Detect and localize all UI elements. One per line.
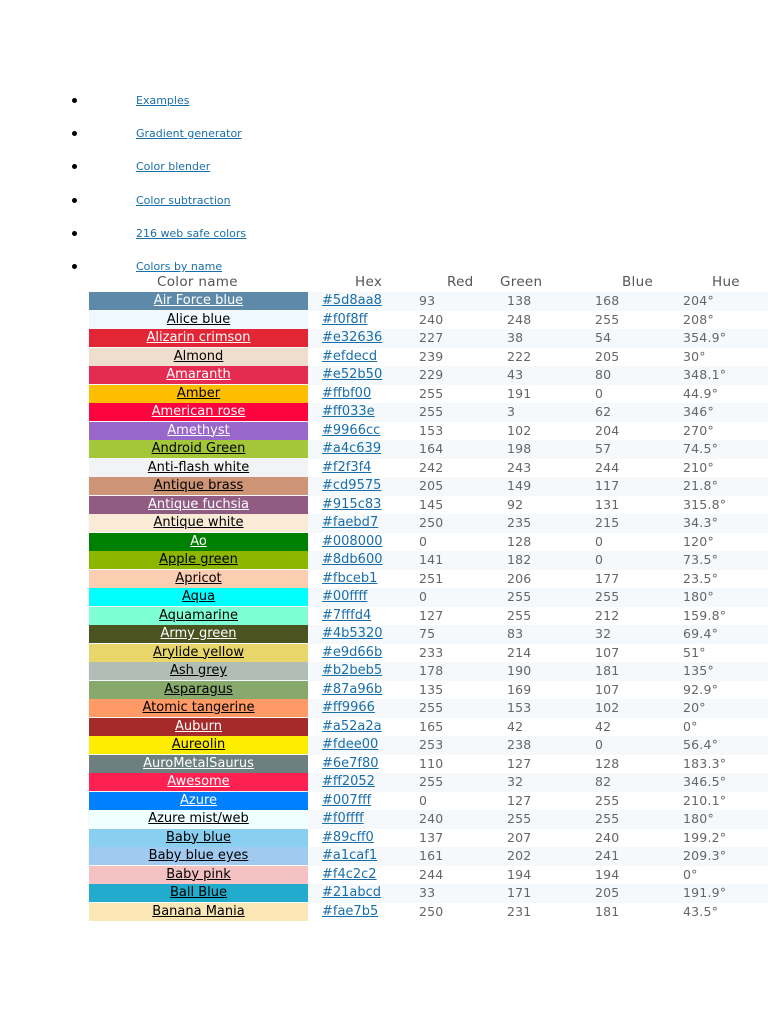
hex-link[interactable]: #f4c2c2 bbox=[322, 866, 377, 882]
hue-value: 354.9° bbox=[683, 330, 727, 345]
red-value: 205 bbox=[419, 478, 444, 493]
hex-link[interactable]: #f0ffff bbox=[322, 811, 364, 826]
color-name-link[interactable]: Amethyst bbox=[167, 422, 230, 438]
green-value: 238 bbox=[507, 737, 532, 752]
blue-value: 255 bbox=[595, 311, 620, 327]
color-swatch bbox=[89, 662, 308, 680]
header-green: Green bbox=[500, 274, 543, 290]
green-value: 194 bbox=[507, 866, 532, 882]
color-swatch bbox=[89, 903, 308, 921]
blue-value: 177 bbox=[595, 570, 620, 586]
hue-value: 209.3° bbox=[683, 848, 727, 863]
color-swatch bbox=[89, 422, 308, 440]
link-color-subtraction[interactable]: Color subtraction bbox=[136, 194, 231, 207]
color-swatch bbox=[89, 884, 308, 902]
red-value: 161 bbox=[419, 848, 444, 863]
color-name-link[interactable]: Baby blue bbox=[165, 829, 232, 845]
hue-value: 210° bbox=[683, 459, 714, 475]
red-value: 127 bbox=[419, 607, 444, 623]
color-swatch bbox=[89, 496, 308, 514]
blue-value: 32 bbox=[595, 626, 612, 641]
blue-value: 255 bbox=[595, 792, 620, 808]
table-row bbox=[88, 718, 768, 737]
green-value: 231 bbox=[507, 903, 532, 919]
color-swatch bbox=[89, 607, 308, 625]
red-value: 244 bbox=[419, 866, 444, 882]
blue-value: 168 bbox=[595, 293, 620, 308]
color-swatch bbox=[89, 718, 308, 736]
hue-value: 135° bbox=[683, 663, 714, 678]
table-row bbox=[88, 440, 768, 459]
color-swatch bbox=[89, 311, 308, 329]
color-name-link[interactable]: Asparagus bbox=[164, 681, 233, 697]
header-color-name: Color name bbox=[157, 274, 238, 290]
red-value: 141 bbox=[419, 552, 444, 567]
nav-item-color-subtraction bbox=[0, 194, 400, 210]
color-swatch bbox=[89, 810, 308, 828]
blue-value: 244 bbox=[595, 459, 620, 475]
green-value: 43 bbox=[507, 367, 524, 382]
table-row bbox=[88, 625, 768, 644]
blue-value: 240 bbox=[595, 829, 620, 845]
color-name-link[interactable]: Baby pink bbox=[166, 866, 231, 882]
hue-value: 44.9° bbox=[683, 385, 719, 401]
red-value: 135 bbox=[419, 681, 444, 697]
color-name-link[interactable]: Aquamarine bbox=[159, 607, 238, 623]
hue-value: 120° bbox=[683, 533, 714, 549]
hex-link[interactable]: #ff9966 bbox=[322, 700, 375, 715]
blue-value: 107 bbox=[595, 644, 620, 660]
table-row bbox=[88, 514, 768, 533]
color-name-link[interactable]: American rose bbox=[151, 404, 246, 419]
color-name-link[interactable]: Baby blue eyes bbox=[148, 848, 249, 863]
green-value: 222 bbox=[507, 348, 532, 364]
blue-value: 42 bbox=[595, 718, 612, 734]
blue-value: 131 bbox=[595, 496, 620, 512]
color-swatch bbox=[89, 829, 308, 847]
table-row bbox=[88, 736, 768, 755]
red-value: 229 bbox=[419, 367, 444, 382]
hex-link[interactable]: #9966cc bbox=[322, 422, 381, 438]
blue-value: 117 bbox=[595, 478, 620, 493]
table-row bbox=[88, 588, 768, 607]
color-swatch bbox=[89, 329, 308, 347]
red-value: 137 bbox=[419, 829, 444, 845]
table-body bbox=[88, 292, 768, 921]
red-value: 250 bbox=[419, 515, 444, 530]
hue-value: 21.8° bbox=[683, 478, 719, 493]
hex-link[interactable]: #6e7f80 bbox=[322, 755, 379, 771]
hue-value: 270° bbox=[683, 422, 714, 438]
hue-value: 30° bbox=[683, 348, 706, 364]
hue-value: 180° bbox=[683, 811, 714, 826]
hue-value: 348.1° bbox=[683, 367, 727, 382]
hex-link[interactable]: #915c83 bbox=[322, 496, 382, 512]
color-name-link[interactable]: Alizarin crimson bbox=[146, 330, 251, 345]
green-value: 255 bbox=[507, 589, 532, 604]
blue-value: 102 bbox=[595, 700, 620, 715]
table-row bbox=[88, 348, 768, 367]
color-name-link[interactable]: Almond bbox=[173, 348, 224, 364]
red-value: 251 bbox=[419, 570, 444, 586]
color-swatch bbox=[89, 792, 308, 810]
color-name-link[interactable]: Android Green bbox=[151, 441, 246, 456]
red-value: 93 bbox=[419, 293, 436, 308]
table-row bbox=[88, 903, 768, 922]
blue-value: 54 bbox=[595, 330, 612, 345]
red-value: 255 bbox=[419, 404, 444, 419]
table-row bbox=[88, 755, 768, 774]
green-value: 206 bbox=[507, 570, 532, 586]
green-value: 202 bbox=[507, 848, 532, 863]
hex-link[interactable]: #21abcd bbox=[322, 885, 382, 900]
table-row bbox=[88, 866, 768, 885]
green-value: 127 bbox=[507, 755, 532, 771]
table-row bbox=[88, 792, 768, 811]
blue-value: 0 bbox=[595, 533, 604, 549]
blue-value: 107 bbox=[595, 681, 620, 697]
hue-value: 34.3° bbox=[683, 515, 719, 530]
hex-link[interactable]: #4b5320 bbox=[322, 626, 383, 641]
hex-link[interactable]: #5d8aa8 bbox=[322, 293, 382, 308]
table-row bbox=[88, 662, 768, 681]
color-name-link[interactable]: Army green bbox=[160, 626, 237, 641]
color-name-link[interactable]: Aqua bbox=[181, 589, 216, 604]
blue-value: 255 bbox=[595, 811, 620, 826]
table-row bbox=[88, 403, 768, 422]
hue-value: 56.4° bbox=[683, 737, 719, 752]
red-value: 227 bbox=[419, 330, 444, 345]
hex-link[interactable]: #008000 bbox=[322, 533, 383, 549]
green-value: 149 bbox=[507, 478, 532, 493]
color-name-link[interactable]: Banana Mania bbox=[152, 903, 245, 919]
blue-value: 255 bbox=[595, 589, 620, 604]
table-row bbox=[88, 773, 768, 792]
color-name-link[interactable]: Azure mist/web bbox=[148, 811, 249, 826]
color-name-link[interactable]: Antique fuchsia bbox=[147, 496, 250, 512]
hue-value: 159.8° bbox=[683, 607, 727, 623]
blue-value: 181 bbox=[595, 663, 620, 678]
blue-value: 204 bbox=[595, 422, 620, 438]
green-value: 138 bbox=[507, 293, 532, 308]
hue-value: 51° bbox=[683, 644, 706, 660]
red-value: 239 bbox=[419, 348, 444, 364]
table-row bbox=[88, 699, 768, 718]
color-name-link[interactable]: Azure bbox=[179, 792, 217, 808]
hex-link[interactable]: #fbceb1 bbox=[322, 570, 378, 586]
color-swatch bbox=[89, 403, 308, 421]
bullet-icon bbox=[72, 98, 77, 103]
hex-link[interactable]: #8db600 bbox=[322, 552, 383, 567]
color-name-link[interactable]: Atomic tangerine bbox=[142, 700, 255, 715]
table-row bbox=[88, 644, 768, 663]
green-value: 248 bbox=[507, 311, 532, 327]
green-value: 153 bbox=[507, 700, 532, 715]
blue-value: 80 bbox=[595, 367, 612, 382]
color-name-link[interactable]: Auburn bbox=[175, 718, 222, 734]
hue-value: 23.5° bbox=[683, 570, 719, 586]
table-row bbox=[88, 311, 768, 330]
color-name-link[interactable]: Ao bbox=[190, 533, 207, 549]
green-value: 171 bbox=[507, 885, 532, 900]
green-value: 32 bbox=[507, 774, 524, 789]
hex-link[interactable]: #fae7b5 bbox=[322, 903, 379, 919]
table-header bbox=[88, 273, 768, 292]
red-value: 0 bbox=[419, 589, 428, 604]
blue-value: 205 bbox=[595, 885, 620, 900]
hex-link[interactable]: #e32636 bbox=[322, 330, 383, 345]
table-row bbox=[88, 847, 768, 866]
color-swatch bbox=[89, 570, 308, 588]
hex-link[interactable]: #a4c639 bbox=[322, 441, 382, 456]
color-swatch bbox=[89, 514, 308, 532]
bullet-icon bbox=[72, 231, 77, 236]
red-value: 250 bbox=[419, 903, 444, 919]
green-value: 214 bbox=[507, 644, 532, 660]
table-row bbox=[88, 292, 768, 311]
hue-value: 0° bbox=[683, 718, 698, 734]
red-value: 165 bbox=[419, 718, 444, 734]
color-name-link[interactable]: Awesome bbox=[167, 774, 230, 789]
color-swatch bbox=[89, 847, 308, 865]
blue-value: 194 bbox=[595, 866, 620, 882]
hex-link[interactable]: #ff033e bbox=[322, 404, 375, 419]
blue-value: 0 bbox=[595, 385, 604, 401]
hue-value: 73.5° bbox=[683, 552, 719, 567]
blue-value: 0 bbox=[595, 737, 604, 752]
color-swatch bbox=[89, 551, 308, 569]
color-name-link[interactable]: Apricot bbox=[175, 570, 222, 586]
green-value: 128 bbox=[507, 533, 532, 549]
hue-value: 208° bbox=[683, 311, 714, 327]
red-value: 33 bbox=[419, 885, 436, 900]
nav-item-examples bbox=[0, 94, 400, 110]
green-value: 169 bbox=[507, 681, 532, 697]
color-name-link[interactable]: AuroMetalSaurus bbox=[143, 755, 254, 771]
color-name-link[interactable]: Air Force blue bbox=[153, 293, 244, 308]
blue-value: 82 bbox=[595, 774, 612, 789]
red-value: 255 bbox=[419, 774, 444, 789]
color-name-link[interactable]: Antique brass bbox=[153, 478, 244, 493]
header-red: Red bbox=[447, 274, 474, 290]
hue-value: 180° bbox=[683, 589, 714, 604]
green-value: 38 bbox=[507, 330, 524, 345]
color-swatch bbox=[89, 755, 308, 773]
hex-link[interactable]: #87a96b bbox=[322, 681, 383, 697]
hex-link[interactable]: #fdee00 bbox=[322, 737, 379, 752]
bullet-icon bbox=[72, 164, 77, 169]
color-name-link[interactable]: Anti-flash white bbox=[147, 459, 250, 475]
hue-value: 43.5° bbox=[683, 903, 719, 919]
hex-link[interactable]: #efdecd bbox=[322, 348, 378, 364]
link-colors-by-name[interactable]: Colors by name bbox=[136, 260, 223, 273]
hue-value: 20° bbox=[683, 700, 706, 715]
blue-value: 215 bbox=[595, 515, 620, 530]
table-row bbox=[88, 385, 768, 404]
green-value: 207 bbox=[507, 829, 532, 845]
hue-value: 0° bbox=[683, 866, 698, 882]
hex-link[interactable]: #ffbf00 bbox=[322, 385, 372, 401]
table-row bbox=[88, 551, 768, 570]
table-row bbox=[88, 329, 768, 348]
hex-link[interactable]: #007fff bbox=[322, 792, 372, 808]
blue-value: 181 bbox=[595, 903, 620, 919]
red-value: 242 bbox=[419, 459, 444, 475]
hex-link[interactable]: #f2f3f4 bbox=[322, 459, 372, 475]
link-color-blender[interactable]: Color blender bbox=[136, 160, 211, 173]
table-row bbox=[88, 884, 768, 903]
color-swatch bbox=[89, 681, 308, 699]
table-row bbox=[88, 422, 768, 441]
color-name-link[interactable]: Antique white bbox=[153, 515, 244, 530]
nav-item-color-blender bbox=[0, 160, 400, 176]
green-value: 182 bbox=[507, 552, 532, 567]
hue-value: 92.9° bbox=[683, 681, 719, 697]
green-value: 191 bbox=[507, 385, 532, 401]
color-name-link[interactable]: Amber bbox=[176, 385, 221, 401]
blue-value: 205 bbox=[595, 348, 620, 364]
color-name-link[interactable]: Alice blue bbox=[166, 311, 231, 327]
color-name-link[interactable]: Ash grey bbox=[169, 663, 228, 678]
color-swatch bbox=[89, 292, 308, 310]
link-examples[interactable]: Examples bbox=[136, 94, 190, 107]
table-row bbox=[88, 810, 768, 829]
color-name-link[interactable]: Ball Blue bbox=[169, 885, 227, 900]
color-swatch bbox=[89, 385, 308, 403]
header-hex: Hex bbox=[355, 274, 383, 290]
green-value: 235 bbox=[507, 515, 532, 530]
bullet-icon bbox=[72, 264, 77, 269]
hex-link[interactable]: #e52b50 bbox=[322, 367, 383, 382]
table-row bbox=[88, 570, 768, 589]
red-value: 178 bbox=[419, 663, 444, 678]
blue-value: 57 bbox=[595, 441, 612, 456]
red-value: 253 bbox=[419, 737, 444, 752]
red-value: 255 bbox=[419, 700, 444, 715]
header-hue: Hue bbox=[712, 274, 740, 290]
color-swatch bbox=[89, 644, 308, 662]
hue-value: 191.9° bbox=[683, 885, 727, 900]
hex-link[interactable]: #e9d66b bbox=[322, 644, 383, 660]
hue-value: 210.1° bbox=[683, 792, 727, 808]
header-blue: Blue bbox=[622, 274, 654, 290]
hue-value: 74.5° bbox=[683, 441, 719, 456]
color-swatch bbox=[89, 440, 308, 458]
table-row bbox=[88, 829, 768, 848]
table-row bbox=[88, 496, 768, 515]
red-value: 255 bbox=[419, 385, 444, 401]
hue-value: 315.8° bbox=[683, 496, 727, 512]
green-value: 42 bbox=[507, 718, 524, 734]
blue-value: 62 bbox=[595, 404, 612, 419]
green-value: 3 bbox=[507, 404, 516, 419]
color-swatch bbox=[89, 588, 308, 606]
table-row bbox=[88, 366, 768, 385]
hue-value: 346.5° bbox=[683, 774, 727, 789]
blue-value: 212 bbox=[595, 607, 620, 623]
red-value: 145 bbox=[419, 496, 444, 512]
color-swatch bbox=[89, 773, 308, 791]
green-value: 255 bbox=[507, 607, 532, 623]
table-row bbox=[88, 477, 768, 496]
hex-link[interactable]: #a52a2a bbox=[322, 718, 382, 734]
hex-link[interactable]: #b2beb5 bbox=[322, 663, 383, 678]
green-value: 83 bbox=[507, 626, 524, 641]
green-value: 190 bbox=[507, 663, 532, 678]
green-value: 102 bbox=[507, 422, 532, 438]
hue-value: 346° bbox=[683, 404, 714, 419]
bullet-icon bbox=[72, 131, 77, 136]
color-name-link[interactable]: Amaranth bbox=[166, 367, 231, 382]
color-swatch bbox=[89, 699, 308, 717]
hex-link[interactable]: #a1caf1 bbox=[322, 848, 378, 863]
red-value: 0 bbox=[419, 533, 428, 549]
hue-value: 69.4° bbox=[683, 626, 719, 641]
red-value: 110 bbox=[419, 755, 444, 771]
hex-link[interactable]: #00ffff bbox=[322, 589, 368, 604]
hex-link[interactable]: #f0f8ff bbox=[322, 311, 368, 327]
hex-link[interactable]: #7fffd4 bbox=[322, 607, 372, 623]
red-value: 233 bbox=[419, 644, 444, 660]
hue-value: 183.3° bbox=[683, 755, 727, 771]
table-row bbox=[88, 459, 768, 478]
blue-value: 128 bbox=[595, 755, 620, 771]
table-row bbox=[88, 533, 768, 552]
color-swatch bbox=[89, 366, 308, 384]
link-web-safe-colors[interactable]: 216 web safe colors bbox=[136, 227, 247, 240]
color-name-link[interactable]: Arylide yellow bbox=[152, 644, 245, 660]
color-name-link[interactable]: Aureolin bbox=[171, 737, 226, 752]
bullet-icon bbox=[72, 198, 77, 203]
table-row bbox=[88, 681, 768, 700]
blue-value: 241 bbox=[595, 848, 620, 863]
color-swatch bbox=[89, 533, 308, 551]
nav-item-web-safe-colors bbox=[0, 227, 400, 243]
green-value: 92 bbox=[507, 496, 524, 512]
color-swatch bbox=[89, 477, 308, 495]
red-value: 164 bbox=[419, 441, 444, 456]
color-swatch bbox=[89, 459, 308, 477]
hex-link[interactable]: #ff2052 bbox=[322, 774, 375, 789]
blue-value: 0 bbox=[595, 552, 604, 567]
red-value: 240 bbox=[419, 311, 444, 327]
red-value: 153 bbox=[419, 422, 444, 438]
color-swatch bbox=[89, 736, 308, 754]
green-value: 198 bbox=[507, 441, 532, 456]
green-value: 243 bbox=[507, 459, 532, 475]
table-row bbox=[88, 607, 768, 626]
link-gradient-generator[interactable]: Gradient generator bbox=[136, 127, 242, 140]
red-value: 0 bbox=[419, 792, 428, 808]
color-swatch bbox=[89, 866, 308, 884]
color-swatch bbox=[89, 625, 308, 643]
hue-value: 199.2° bbox=[683, 829, 727, 845]
red-value: 240 bbox=[419, 811, 444, 826]
hex-link[interactable]: #89cff0 bbox=[322, 829, 374, 845]
hue-value: 204° bbox=[683, 293, 714, 308]
colors-table bbox=[88, 273, 768, 921]
hex-link[interactable]: #faebd7 bbox=[322, 515, 379, 530]
nav-item-gradient-generator bbox=[0, 127, 400, 143]
green-value: 255 bbox=[507, 811, 532, 826]
green-value: 127 bbox=[507, 792, 532, 808]
red-value: 75 bbox=[419, 626, 436, 641]
color-swatch bbox=[89, 348, 308, 366]
hex-link[interactable]: #cd9575 bbox=[322, 478, 382, 493]
color-name-link[interactable]: Apple green bbox=[159, 552, 238, 567]
